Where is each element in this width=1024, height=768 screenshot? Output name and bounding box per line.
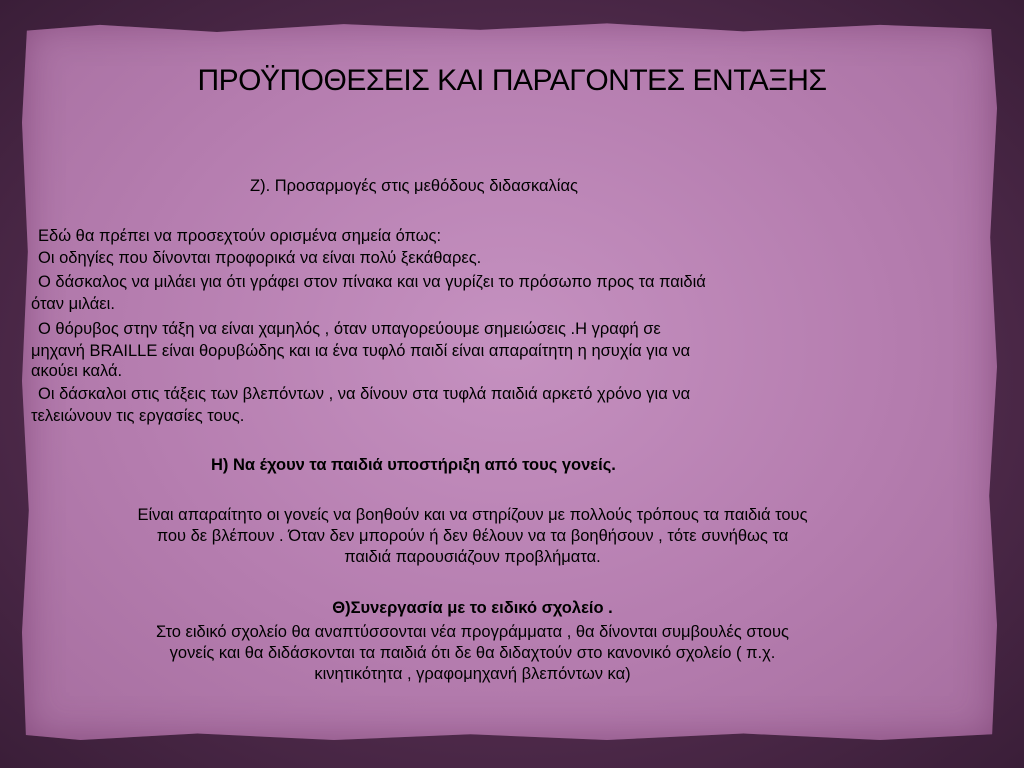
slide-title: ΠΡΟΫΠΟΘΕΣΕΙΣ ΚΑΙ ΠΑΡΑΓΟΝΤΕΣ ΕΝΤΑΞΗΣ: [197, 64, 827, 97]
z-line-1: Εδώ θα πρέπει να προσεχτούν ορισμένα σημεία όπως:: [38, 227, 442, 245]
z-line-8: Οι δάσκαλοι στις τάξεις των βλεπόντων , να δίνουν στα τυφλά παιδιά αρκετό χρόνο για να: [38, 385, 691, 403]
z-line-3: Ο δάσκαλος να μιλάει για ότι γράφει στον πίνακα και να γυρίζει το πρόσωπο προς τα παιδιά: [38, 273, 706, 291]
z-line-7: ακούει καλά.: [31, 362, 123, 380]
section-z-heading: Z). Προσαρμογές στις μεθόδους διδασκαλίας: [250, 177, 578, 195]
h-line-1: Είναι απαραίτητο οι γονείς να βοηθούν και να στηρίζουν με πολλούς τρόπους τα παιδιά τους: [137, 506, 808, 524]
z-line-5: Ο θόρυβος στην τάξη να είναι χαμηλός , όταν υπαγορεύουμε σημειώσεις .Η γραφή σε: [38, 320, 661, 338]
z-line-2: Οι οδηγίες που δίνονται προφορικά να είναι πολύ ξεκάθαρες.: [38, 249, 482, 267]
th-line-2: γονείς και θα διδάσκονται τα παιδιά ότι δε θα διδαχτούν στο κανονικό σχολείο ( π.χ.: [169, 644, 776, 662]
section-h-heading: Η) Να έχουν τα παιδιά υποστήριξη από τους γονείς.: [211, 456, 616, 474]
z-line-9: τελειώνουν τις εργασίες τους.: [31, 407, 245, 425]
th-line-3: κινητικότητα , γραφομηχανή βλεπόντων κα): [314, 665, 631, 683]
z-line-4: όταν μιλάει.: [31, 295, 115, 313]
th-line-1: Στο ειδικό σχολείο θα αναπτύσσονται νέα προγράμματα , θα δίνονται συμβουλές στους: [156, 623, 789, 641]
h-line-3: παιδιά παρουσιάζουν προβλήματα.: [344, 548, 601, 566]
section-th-heading: Θ)Συνεργασία με το ειδικό σχολείο .: [332, 599, 613, 617]
h-line-2: που δε βλέπουν . Όταν δεν μπορούν ή δεν θέλουν να τα βοηθήσουν , τότε συνήθως τα: [156, 527, 789, 545]
z-line-6: μηχανή BRAILLE είναι θορυβώδης και ια ένα τυφλό παιδί είναι απαραίτητη η ησυχία για να: [31, 342, 691, 360]
